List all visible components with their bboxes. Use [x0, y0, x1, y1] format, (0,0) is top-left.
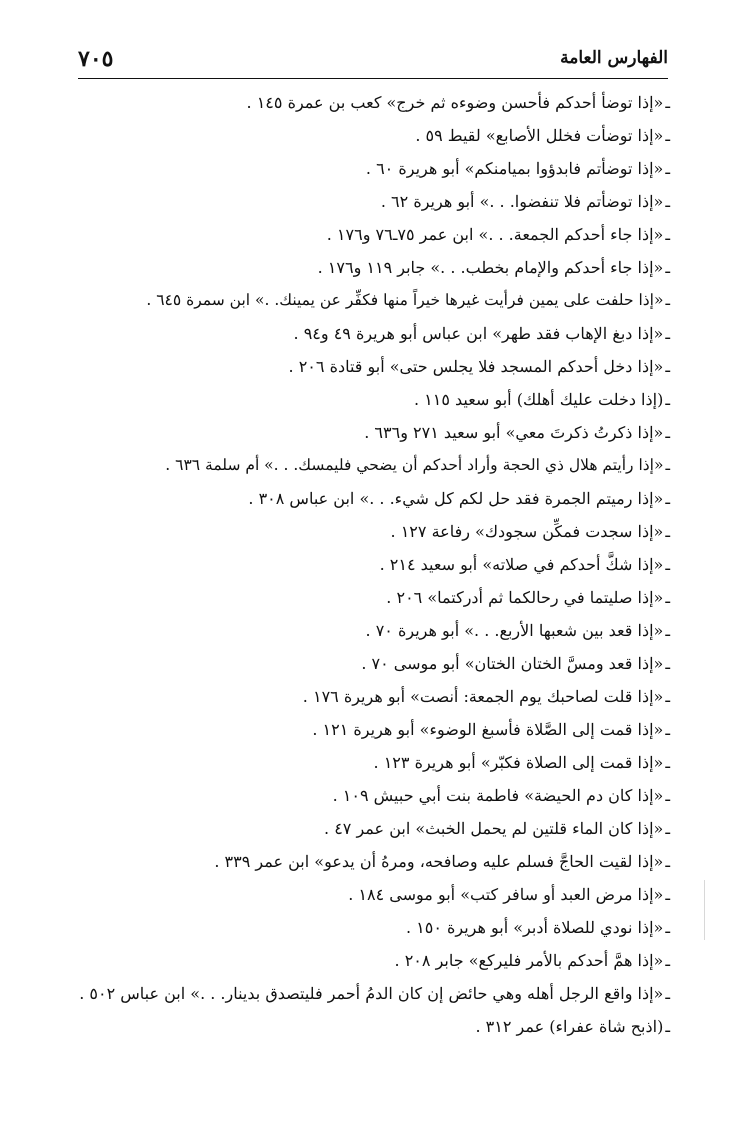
entry-text: «إذا همَّ أحدكم بالأمر فليركع» جابر ٢٠٨ .	[394, 951, 664, 970]
entry-dash: ـ	[665, 819, 670, 838]
index-entry	[50, 680, 670, 713]
entry-dash: ـ	[665, 324, 670, 343]
entry-text: «إذا جاء أحدكم الجمعة. . .» ابن عمر ٧٥ـ٧٦ و١٧٦ .	[326, 225, 664, 244]
index-entry	[50, 185, 670, 218]
index-entry	[50, 713, 670, 746]
index-entry	[50, 812, 670, 845]
index-entry	[50, 251, 670, 284]
entry-dash: ـ	[665, 852, 670, 871]
index-entry	[50, 119, 670, 152]
entry-dash: ـ	[665, 423, 670, 442]
scan-margin-mark	[704, 880, 705, 940]
running-title: الفهارس العامة	[560, 48, 668, 68]
entry-dash: ـ	[665, 258, 670, 277]
entry-dash: ـ	[665, 621, 670, 640]
entry-text: (اذبح شاة عفراء) عمر ٣١٢ .	[475, 1017, 664, 1036]
hadith-index-list	[50, 86, 670, 1043]
index-entry	[50, 911, 670, 944]
entry-dash: ـ	[665, 522, 670, 541]
index-entry	[50, 482, 670, 515]
entry-text: «إذا لقيت الحاجَّ فسلم عليه وصافحه، ومرهُ أن يدعو» ابن عمر ٣٣٩ .	[214, 852, 664, 871]
page-number: ٧٠٥	[78, 46, 114, 72]
index-entry	[50, 746, 670, 779]
entry-dash: ـ	[665, 1017, 670, 1036]
entry-dash: ـ	[665, 93, 670, 112]
index-entry	[50, 515, 670, 548]
entry-text: «إذا رأيتم هلال ذي الحجة وأراد أحدكم أن يضحي فليمسك. . .» أم سلمة ٦٣٦ .	[165, 456, 664, 474]
entry-text: «إذا توضأتم فلا تنفضوا. . .» أبو هريرة ٦٢ .	[380, 192, 664, 211]
index-entry	[50, 779, 670, 812]
page-header	[78, 46, 668, 76]
entry-text: «إذا نودي للصلاة أدبر» أبو هريرة ١٥٠ .	[405, 918, 664, 937]
entry-text: «إذا دخل أحدكم المسجد فلا يجلس حتى» أبو قتادة ٢٠٦ .	[288, 357, 664, 376]
index-entry	[50, 152, 670, 185]
entry-text: «إذا دبغ الإهاب فقد طهر» ابن عباس أبو هريرة ٤٩ و٩٤ .	[293, 324, 664, 343]
header-rule	[78, 78, 668, 79]
index-entry	[50, 284, 670, 317]
entry-dash: ـ	[665, 588, 670, 607]
index-entry	[50, 878, 670, 911]
index-entry	[50, 416, 670, 449]
entry-text: «إذا ذكرتُ ذكرتَ معي» أبو سعيد ٢٧١ و٦٣٦ .	[364, 423, 664, 442]
index-entry	[50, 845, 670, 878]
entry-dash: ـ	[665, 159, 670, 178]
entry-text: «إذا قعد بين شعبها الأربع. . .» أبو هريرة ٧٠ .	[365, 621, 664, 640]
entry-text: «إذا توضأتم فابدؤوا بميامنكم» أبو هريرة ٦٠ .	[365, 159, 664, 178]
index-entry	[50, 86, 670, 119]
index-entry	[50, 1010, 670, 1043]
index-entry	[50, 350, 670, 383]
entry-text: «إذا كان دم الحيضة» فاطمة بنت أبي حبيش ١٠٩ .	[332, 786, 664, 805]
entry-text: «إذا جاء أحدكم والإمام بخطب. . .» جابر ١١٩ و١٧٦ .	[317, 258, 664, 277]
entry-text: «إذا حلفت على يمين فرأيت غيرها خيراً منها فكفِّر عن يمينك. .» ابن سمرة ٦٤٥ .	[146, 291, 664, 309]
entry-text: «إذا قلت لصاحبك يوم الجمعة: أنصت» أبو هريرة ١٧٦ .	[302, 687, 664, 706]
entry-text: «إذا صليتما في رحالكما ثم أدركتما» ٢٠٦ .	[386, 588, 664, 607]
entry-text: «إذا توضأ أحدكم فأحسن وضوءه ثم خرج» كعب بن عمرة ١٤٥ .	[246, 93, 664, 112]
entry-dash: ـ	[665, 753, 670, 772]
entry-text: «إذا توضأت فخلل الأصابع» لقيط ٥٩ .	[415, 126, 664, 145]
entry-text: «إذا كان الماء قلتين لم يحمل الخبث» ابن عمر ٤٧ .	[324, 819, 664, 838]
entry-text: (إذا دخلت عليك أهلك) أبو سعيد ١١٥ .	[413, 390, 664, 409]
index-entry	[50, 317, 670, 350]
index-entry	[50, 977, 670, 1010]
index-entry	[50, 614, 670, 647]
entry-dash: ـ	[665, 489, 670, 508]
index-entry	[50, 581, 670, 614]
entry-dash: ـ	[665, 390, 670, 409]
entry-text: «إذا رميتم الجمرة فقد حل لكم كل شيء. . .» ابن عباس ٣٠٨ .	[248, 489, 664, 508]
entry-dash: ـ	[665, 951, 670, 970]
index-entry	[50, 449, 670, 482]
entry-text: «إذا قمت إلى الصلاة فكبّر» أبو هريرة ١٢٣ .	[373, 753, 664, 772]
index-entry	[50, 218, 670, 251]
entry-text: «إذا قعد ومسَّ الختان الختان» أبو موسى ٧٠ .	[361, 654, 664, 673]
entry-dash: ـ	[665, 720, 670, 739]
entry-dash: ـ	[665, 555, 670, 574]
entry-dash: ـ	[665, 885, 670, 904]
entry-dash: ـ	[665, 192, 670, 211]
entry-dash: ـ	[665, 291, 670, 309]
entry-text: «إذا مرض العبد أو سافر كتب» أبو موسى ١٨٤ .	[348, 885, 664, 904]
entry-dash: ـ	[665, 654, 670, 673]
index-entry	[50, 548, 670, 581]
index-entry	[50, 647, 670, 680]
entry-text: «إذا قمت إلى الصَّلاة فأسبغ الوضوء» أبو هريرة ١٢١ .	[312, 720, 664, 739]
entry-dash: ـ	[665, 687, 670, 706]
entry-dash: ـ	[665, 918, 670, 937]
entry-dash: ـ	[665, 456, 670, 474]
entry-dash: ـ	[665, 984, 670, 1003]
entry-text: «إذا شكَّ أحدكم في صلاته» أبو سعيد ٢١٤ .	[379, 555, 664, 574]
entry-dash: ـ	[665, 225, 670, 244]
entry-text: «إذا واقع الرجل أهله وهي حائض إن كان الدمُ أحمر فليتصدق بدينار. . .» ابن عباس ٥٠٢ .	[79, 984, 664, 1003]
entry-dash: ـ	[665, 357, 670, 376]
index-entry	[50, 383, 670, 416]
entry-text: «إذا سجدت فمكِّن سجودك» رفاعة ١٢٧ .	[390, 522, 664, 541]
entry-dash: ـ	[665, 786, 670, 805]
index-entry	[50, 944, 670, 977]
entry-dash: ـ	[665, 126, 670, 145]
